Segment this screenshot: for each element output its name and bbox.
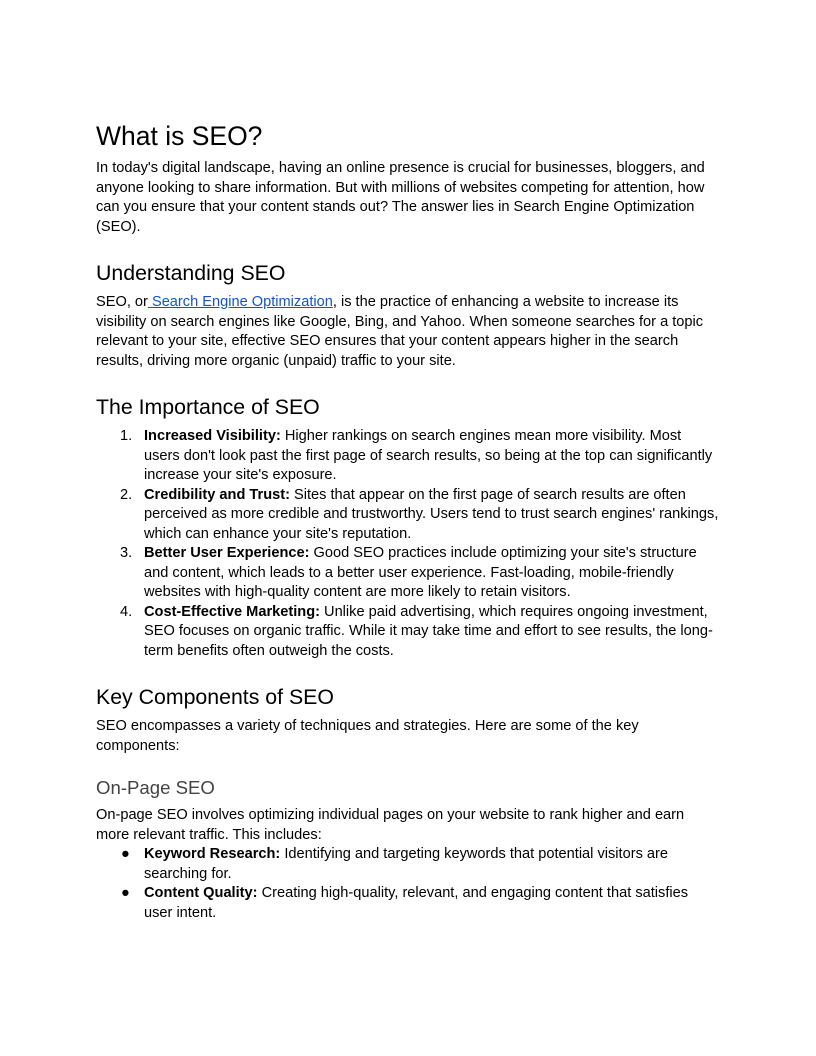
list-item <box>96 884 720 923</box>
list-number: 4. <box>120 603 133 620</box>
onpage-heading: On-Page SEO <box>96 777 215 798</box>
item-title: Keyword Research: <box>144 846 281 862</box>
seo-link[interactable]: Search Engine Optimization <box>147 294 333 310</box>
intro-paragraph: In today's digital landscape, having an online presence is crucial for businesses, bloggers, and anyone looking to share information. But with millions of websites competing for attention, how can you ensure that your content stands out? The answer lies in Search Engine Optimization (SEO). <box>96 160 705 235</box>
onpage-paragraph: On-page SEO involves optimizing individual pages on your website to rank higher and earn more relevant traffic. This includes: <box>96 807 685 843</box>
page-title: What is SEO? <box>96 121 263 151</box>
components-paragraph: SEO encompasses a variety of techniques and strategies. Here are some of the key components: <box>96 718 639 754</box>
list-number: 3. <box>120 545 133 561</box>
item-title: Better User Experience: <box>144 545 310 561</box>
item-title: Credibility and Trust: <box>144 486 290 503</box>
components-heading: Key Components of SEO <box>96 685 334 709</box>
importance-heading: The Importance of SEO <box>96 395 320 419</box>
list-number: 1. <box>120 428 133 444</box>
item-title: Cost-Effective Marketing: <box>144 603 320 620</box>
item-text: Identifying and targeting keywords that potential visitors are searching for. <box>144 846 669 882</box>
item-text: Creating high-quality, relevant, and engaging content that satisfies user intent. <box>144 885 689 921</box>
item-text: Good SEO practices include optimizing your site's structure and content, which leads to a better user experience. Fast-loading, mobile-friendly websites with high-quality content are more likely to retain visitors. <box>144 545 697 600</box>
understanding-paragraph <box>96 293 720 371</box>
item-text: Higher rankings on search engines mean more visibility. Most users don't look past the first page of search results, so being at the top can significantly increase your site's exposure. <box>144 428 713 483</box>
onpage-list <box>96 845 720 923</box>
bullet-icon: ● <box>121 885 130 901</box>
item-text: Unlike paid advertising, which requires ongoing investment, SEO focuses on organic traffic. While it may take time and effort to see results, the long-term benefits often outweigh the costs. <box>144 603 713 659</box>
item-title: Increased Visibility: <box>144 428 281 444</box>
understanding-heading: Understanding SEO <box>96 261 286 285</box>
item-text: Sites that appear on the first page of search results are often perceived as more credible and trustworthy. Users tend to trust search engines' rankings, which can enhance your site's reputation. <box>144 486 719 542</box>
list-item <box>96 603 720 662</box>
importance-list <box>96 427 720 661</box>
item-title: Content Quality: <box>144 885 258 901</box>
list-item <box>96 427 720 486</box>
list-item <box>96 544 720 603</box>
list-number: 2. <box>120 486 133 503</box>
understanding-suffix: , is the practice of enhancing a website to increase its visibility on search engines like Google, Bing, and Yahoo. When someone searches for a topic relevant to your site, effective SEO ensures that your content appears higher in the search results, driving more organic (unpaid) traffic to your site. <box>96 294 704 369</box>
list-item <box>96 486 720 545</box>
list-item <box>96 845 720 884</box>
understanding-prefix: SEO, or <box>96 294 148 310</box>
bullet-icon: ● <box>121 846 130 862</box>
